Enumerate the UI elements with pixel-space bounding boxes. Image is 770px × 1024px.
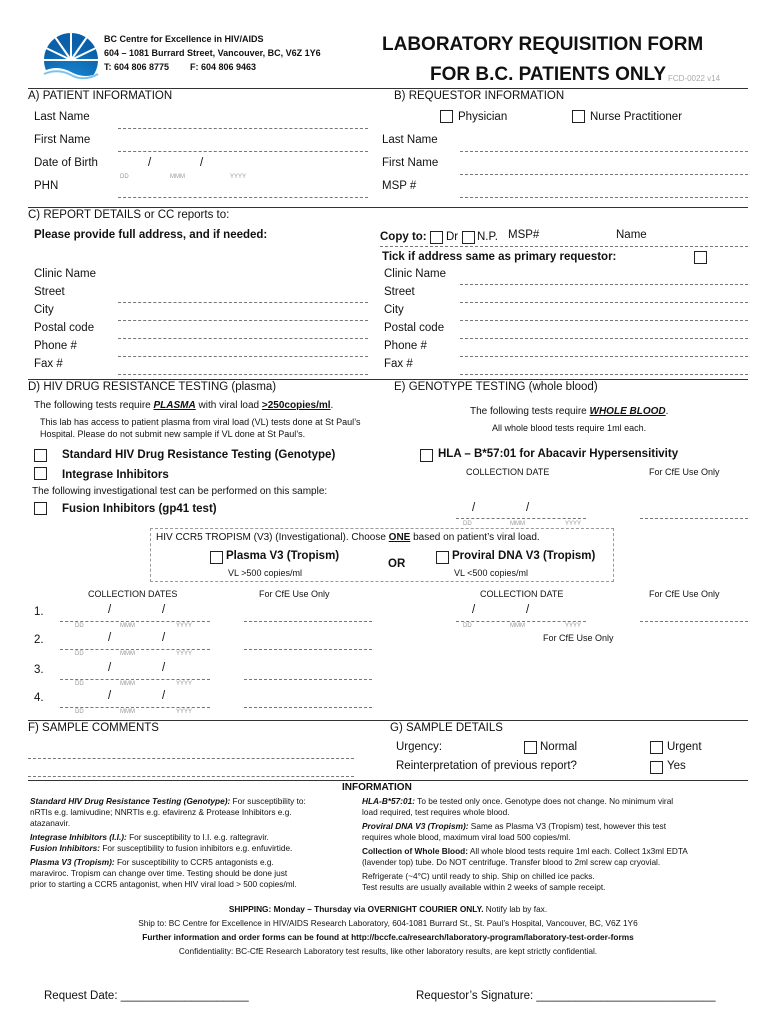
row2-yyyy-hint: YYYY [176, 651, 193, 657]
street-field-left[interactable] [118, 302, 368, 303]
comments-field-1[interactable] [28, 758, 354, 759]
wb-req-pre: The following tests require [470, 406, 590, 417]
hla-label: HLA – B*57:01 for Abacavir Hypersensitivity [438, 448, 679, 460]
phone-label-left: Phone # [34, 340, 77, 352]
info-left-text: For susceptibility to fusion inhibitors e.g. enfuvirtide. [100, 843, 293, 853]
proviral-slash-1: / [472, 604, 476, 616]
rule-d [28, 379, 748, 380]
hla-mmm-hint: MMM [510, 521, 525, 527]
patient-dob-label: Date of Birth [34, 157, 98, 169]
info-right-line [362, 882, 752, 893]
physician-checkbox[interactable] [440, 110, 453, 123]
city-field-right[interactable] [460, 320, 748, 321]
copy-dr-checkbox[interactable] [430, 231, 443, 244]
requestor-signature[interactable]: Requestor’s Signature: ____________________________ [416, 990, 716, 1002]
fax-field-left[interactable] [118, 374, 368, 375]
row4-cfe-field[interactable] [244, 707, 372, 708]
row1-mmm-hint: MMM [120, 623, 135, 629]
row3-slash-1: / [108, 662, 112, 674]
hla-date-slash-1: / [472, 502, 476, 514]
info-left-line [30, 857, 360, 868]
patient-last-name-label: Last Name [34, 111, 90, 123]
report-instruction: Please provide full address, and if needed: [34, 229, 268, 241]
info-right-line [362, 796, 752, 807]
hla-cfe-only-label: For CfE Use Only [649, 467, 720, 477]
info-left-text: maraviroc. Tropism can change over time. Testing should be done just [30, 868, 288, 878]
urgent-label: Urgent [667, 741, 702, 753]
row1-cfe-field[interactable] [244, 621, 372, 622]
info-left-line [30, 832, 360, 843]
info-left-bold: Standard HIV Drug Resistance Testing (Genotype): [30, 796, 231, 806]
row3-cfe-field[interactable] [244, 679, 372, 680]
row1-date-field[interactable] [60, 621, 210, 622]
clinic-name-field-right[interactable] [460, 284, 748, 285]
info-right-line [362, 871, 752, 882]
patient-first-name-field[interactable] [118, 151, 368, 152]
confidentiality: Confidentiality: BC-CfE Research Laboratory test results, like other laboratory results, are kept strictly confidential. [178, 946, 598, 956]
info-right-bold: HLA-B*57:01: [362, 796, 416, 806]
info-left-text: atazanavir. [30, 818, 71, 828]
shipping-line [28, 904, 748, 915]
normal-checkbox[interactable] [524, 741, 537, 754]
postal-label-right: Postal code [384, 322, 445, 334]
info-left-text: For susceptibility to: [230, 796, 306, 806]
plasma-req-mid: with viral load [195, 400, 262, 411]
row4-slash-1: / [108, 690, 112, 702]
info-right-bold: Collection of Whole Blood: [362, 846, 469, 856]
org-address: 604 – 1081 Burrard Street, Vancouver, BC, V6Z 1Y6 [104, 48, 321, 58]
wb-requirement [470, 406, 668, 417]
city-label-left: City [34, 304, 54, 316]
hla-checkbox[interactable] [420, 449, 433, 462]
plasma-requirement [34, 400, 333, 411]
info-right-text: All whole blood tests require 1ml each. Collect 1x3ml EDTA [468, 846, 688, 856]
ship-to: Ship to: BC Centre for Excellence in HIV/AIDS Research Laboratory, 604-1081 Burrard St., St. Paul’s Hospital, Vancouver, BC, V6Z 1Y6 [138, 918, 638, 928]
section-f-heading: F) SAMPLE COMMENTS [28, 722, 159, 734]
postal-field-right[interactable] [460, 338, 748, 339]
same-address-checkbox[interactable] [694, 251, 707, 264]
physician-label: Physician [458, 111, 508, 123]
row4-yyyy-hint: YYYY [176, 709, 193, 715]
patient-last-name-field[interactable] [118, 128, 368, 129]
info-left-line [30, 879, 360, 890]
hla-cfe-field[interactable] [640, 518, 748, 519]
patient-phn-field[interactable] [118, 197, 368, 198]
row2-dd-hint: DD [75, 651, 84, 657]
dob-dd-hint: DD [120, 174, 129, 180]
fusion-label: Fusion Inhibitors (gp41 test) [62, 503, 217, 515]
proviral-mmm-hint: MMM [510, 623, 525, 629]
row3-yyyy-hint: YYYY [176, 681, 193, 687]
phone-label-right: Phone # [384, 340, 427, 352]
row3-slash-2: / [162, 662, 166, 674]
section-e-heading: E) GENOTYPE TESTING (whole blood) [394, 381, 598, 393]
plasma-v3-label: Plasma V3 (Tropism) [226, 550, 340, 562]
info-right-line [362, 832, 752, 843]
tropism-or: OR [388, 558, 406, 570]
section-g-heading: G) SAMPLE DETAILS [390, 722, 503, 734]
patient-first-name-label: First Name [34, 134, 91, 146]
org-fax: F: 604 806 9463 [190, 62, 257, 72]
plasma-req-vl: >250copies/ml [261, 400, 331, 411]
tropism-collection-date-right: COLLECTION DATE [480, 589, 564, 599]
requestor-last-name-field[interactable] [460, 151, 748, 152]
reinterp-label: Reinterpretation of previous report? [396, 760, 577, 772]
info-right-text: To be tested only once. Genotype does not change. No minimum viral [415, 796, 674, 806]
dob-slash-2: / [200, 157, 204, 169]
phone-field-left[interactable] [118, 356, 368, 357]
info-left-bold: Fusion Inhibitors: [30, 843, 101, 853]
row2-date-field[interactable] [60, 649, 210, 650]
copy-name-label: Name [616, 229, 647, 241]
form-title-line2: FOR B.C. PATIENTS ONLY [430, 64, 667, 85]
tropism-title-post: based on patient’s viral load. [410, 532, 540, 543]
tropism-row-3-num: 3. [34, 664, 44, 676]
tropism-cfe-only-left: For CfE Use Only [259, 589, 330, 599]
wb-req-end: . [665, 406, 669, 417]
proviral-v3-vl: VL <500 copies/ml [454, 568, 528, 578]
dob-slash-1: / [148, 157, 152, 169]
proviral-date-field[interactable] [456, 621, 586, 622]
info-left-text: For susceptibility to I.I. e.g. raltegravir. [126, 832, 269, 842]
row3-mmm-hint: MMM [120, 681, 135, 687]
bccfe-logo [36, 28, 106, 88]
tick-same-address-label: Tick if address same as primary requestor: [382, 251, 617, 263]
patient-phn-label: PHN [34, 180, 59, 192]
row1-slash-1: / [108, 604, 112, 616]
plasma-v3-vl: VL >500 copies/ml [228, 568, 302, 578]
info-right-line [362, 857, 752, 868]
info-right-line [362, 807, 752, 818]
row1-yyyy-hint: YYYY [176, 623, 193, 629]
section-d-heading: D) HIV DRUG RESISTANCE TESTING (plasma) [28, 381, 277, 393]
proviral-slash-2: / [526, 604, 530, 616]
info-left-line [30, 807, 360, 818]
proviral-v3-label: Proviral DNA V3 (Tropism) [452, 550, 596, 562]
tropism-row-1-num: 1. [34, 606, 44, 618]
np-label: Nurse Practitioner [590, 111, 683, 123]
wb-req-wb: WHOLE BLOOD [589, 406, 666, 417]
integrase-label: Integrase Inhibitors [62, 469, 169, 481]
std-genotype-label: Standard HIV Drug Resistance Testing (Genotype) [62, 449, 336, 461]
city-label-right: City [384, 304, 404, 316]
copy-np-checkbox[interactable] [462, 231, 475, 244]
requestor-msp-field[interactable] [460, 197, 748, 198]
postal-field-left[interactable] [118, 338, 368, 339]
row4-mmm-hint: MMM [120, 709, 135, 715]
org-phone: T: 604 806 8775 [104, 62, 170, 72]
shipping-text: Notify lab by fax. [483, 904, 548, 914]
tropism-row-4-num: 4. [34, 692, 44, 704]
info-left-column [30, 796, 360, 890]
info-right-bold: Proviral DNA V3 (Tropism): [362, 821, 469, 831]
info-left-text: For susceptibility to CCR5 antagonists e.g. [114, 857, 274, 867]
street-label-right: Street [384, 286, 415, 298]
info-left-line [30, 843, 360, 854]
info-right-text: (lavender top) tube. Do NOT centrifuge. Transfer blood to 2ml screw cap cryovial. [362, 857, 661, 867]
fax-label-left: Fax # [34, 358, 63, 370]
row4-date-field[interactable] [60, 707, 210, 708]
tropism-row-2-num: 2. [34, 634, 44, 646]
copy-to-label: Copy to: [380, 231, 427, 243]
info-left-text: nRTIs e.g. lamivudine; NNRTIs e.g. efavirenz & Protease Inhibitors e.g. [30, 807, 292, 817]
plasma-req-end: . [330, 400, 334, 411]
requestor-last-name-label: Last Name [382, 134, 438, 146]
tropism-title-pre: HIV CCR5 TROPISM (V3) (Investigational). Choose [156, 532, 389, 543]
street-field-right[interactable] [460, 302, 748, 303]
plasma-req-plasma: PLASMA [153, 400, 196, 411]
info-heading: INFORMATION [342, 782, 412, 793]
info-right-line [362, 846, 752, 857]
row2-slash-1: / [108, 632, 112, 644]
section-a-heading: A) PATIENT INFORMATION [28, 90, 173, 102]
hla-date-slash-2: / [526, 502, 530, 514]
tropism-title [156, 532, 540, 543]
reinterp-no-checkbox[interactable] [650, 761, 663, 774]
info-right-text: Refrigerate (~4°C) until ready to ship. Ship on chilled ice packs. [362, 871, 595, 881]
hla-dd-hint: DD [463, 521, 472, 527]
proviral-yyyy-hint: YYYY [565, 623, 582, 629]
rule-info [28, 780, 748, 781]
copy-msp-label: MSP# [508, 229, 540, 241]
info-left-line [30, 868, 360, 879]
fusion-checkbox[interactable] [34, 502, 47, 515]
proviral-cfe-field[interactable] [640, 621, 748, 622]
copy-dr-label: Dr [446, 231, 459, 243]
wb-note: All whole blood tests require 1ml each. [492, 423, 647, 433]
dob-mmm-hint: MMM [170, 174, 185, 180]
copy-np-label: N.P. [477, 231, 498, 243]
clinic-name-label-right: Clinic Name [384, 268, 446, 280]
row4-slash-2: / [162, 690, 166, 702]
section-b-heading: B) REQUESTOR INFORMATION [394, 90, 565, 102]
info-right-text: Same as Plasma V3 (Tropism) test, however this test [468, 821, 667, 831]
integrase-checkbox[interactable] [34, 467, 47, 480]
row4-dd-hint: DD [75, 709, 84, 715]
copy-to-field[interactable] [380, 246, 748, 247]
row2-slash-2: / [162, 632, 166, 644]
dob-yyyy-hint: YYYY [230, 174, 247, 180]
proviral-dd-hint: DD [463, 623, 472, 629]
proviral-cfe-only-label: For CfE Use Only [543, 633, 614, 643]
hla-collection-date-label: COLLECTION DATE [466, 467, 550, 477]
info-left-line [30, 796, 360, 807]
hla-yyyy-hint: YYYY [565, 521, 582, 527]
plasma-v3-checkbox[interactable] [210, 551, 223, 564]
org-name: BC Centre for Excellence in HIV/AIDS [104, 34, 264, 44]
request-date[interactable]: Request Date: ____________________ [44, 990, 249, 1002]
urgency-label: Urgency: [396, 741, 443, 753]
row1-dd-hint: DD [75, 623, 84, 629]
requestor-msp-label: MSP # [382, 180, 417, 192]
row3-dd-hint: DD [75, 681, 84, 687]
yes-label: Yes [667, 760, 686, 772]
requestor-first-name-field[interactable] [460, 174, 748, 175]
city-field-left[interactable] [118, 320, 368, 321]
postal-label-left: Postal code [34, 322, 95, 334]
row2-mmm-hint: MMM [120, 651, 135, 657]
row3-date-field[interactable] [60, 679, 210, 680]
form-title-line1: LABORATORY REQUISITION FORM [382, 34, 704, 55]
proviral-v3-checkbox[interactable] [436, 551, 449, 564]
hla-date-field[interactable] [456, 518, 586, 519]
info-right-text: requires whole blood, maximum viral load 500 copies/ml. [362, 832, 571, 842]
rule-a [28, 88, 748, 89]
info-right-line [362, 821, 752, 832]
info-left-bold: Plasma V3 (Tropism): [30, 857, 115, 867]
plasma-req-pre: The following tests require [34, 400, 154, 411]
phone-field-right[interactable] [460, 356, 748, 357]
tropism-title-one: ONE [388, 532, 411, 543]
investigational-note: The following investigational test can be performed on this sample: [32, 486, 328, 497]
info-right-text: Test results are usually available within 2 weeks of sample receipt. [362, 882, 606, 892]
normal-label: Normal [540, 741, 578, 753]
shipping-bold: SHIPPING: Monday – Thursday via OVERNIGHT COURIER ONLY. [228, 904, 484, 914]
rule-c [28, 207, 748, 208]
requestor-first-name-label: First Name [382, 157, 439, 169]
form-code: FCD-0022 v14 [668, 74, 721, 83]
tropism-collection-dates-label: COLLECTION DATES [88, 589, 178, 599]
std-genotype-checkbox[interactable] [34, 449, 47, 462]
row1-slash-2: / [162, 604, 166, 616]
clinic-name-label-left: Clinic Name [34, 268, 96, 280]
section-c-heading: C) REPORT DETAILS or CC reports to: [28, 209, 230, 221]
plasma-note: This lab has access to patient plasma from viral load (VL) tests done at St Paul’s Hospital. Please do not submit new sample if VL done at St Paul’s. [40, 417, 361, 439]
np-checkbox[interactable] [572, 110, 585, 123]
info-right-text: load required, test requires whole blood. [362, 807, 510, 817]
further-info: Further information and order forms can be found at http://bccfe.ca/research/laboratory-program/laboratory-test-order-forms [142, 932, 634, 942]
street-label-left: Street [34, 286, 65, 298]
fax-field-right[interactable] [460, 374, 748, 375]
tropism-cfe-only-right: For CfE Use Only [649, 589, 720, 599]
info-left-text: prior to starting a CCR5 antagonist, when HIV viral load > 500 copies/ml. [30, 879, 297, 889]
rule-f [28, 720, 748, 721]
row2-cfe-field[interactable] [244, 649, 372, 650]
info-left-bold: Integrase Inhibitors (I.I.): [30, 832, 127, 842]
info-right-column [362, 796, 752, 893]
fax-label-right: Fax # [384, 358, 413, 370]
info-left-line [30, 818, 360, 829]
comments-field-2[interactable] [28, 776, 354, 777]
